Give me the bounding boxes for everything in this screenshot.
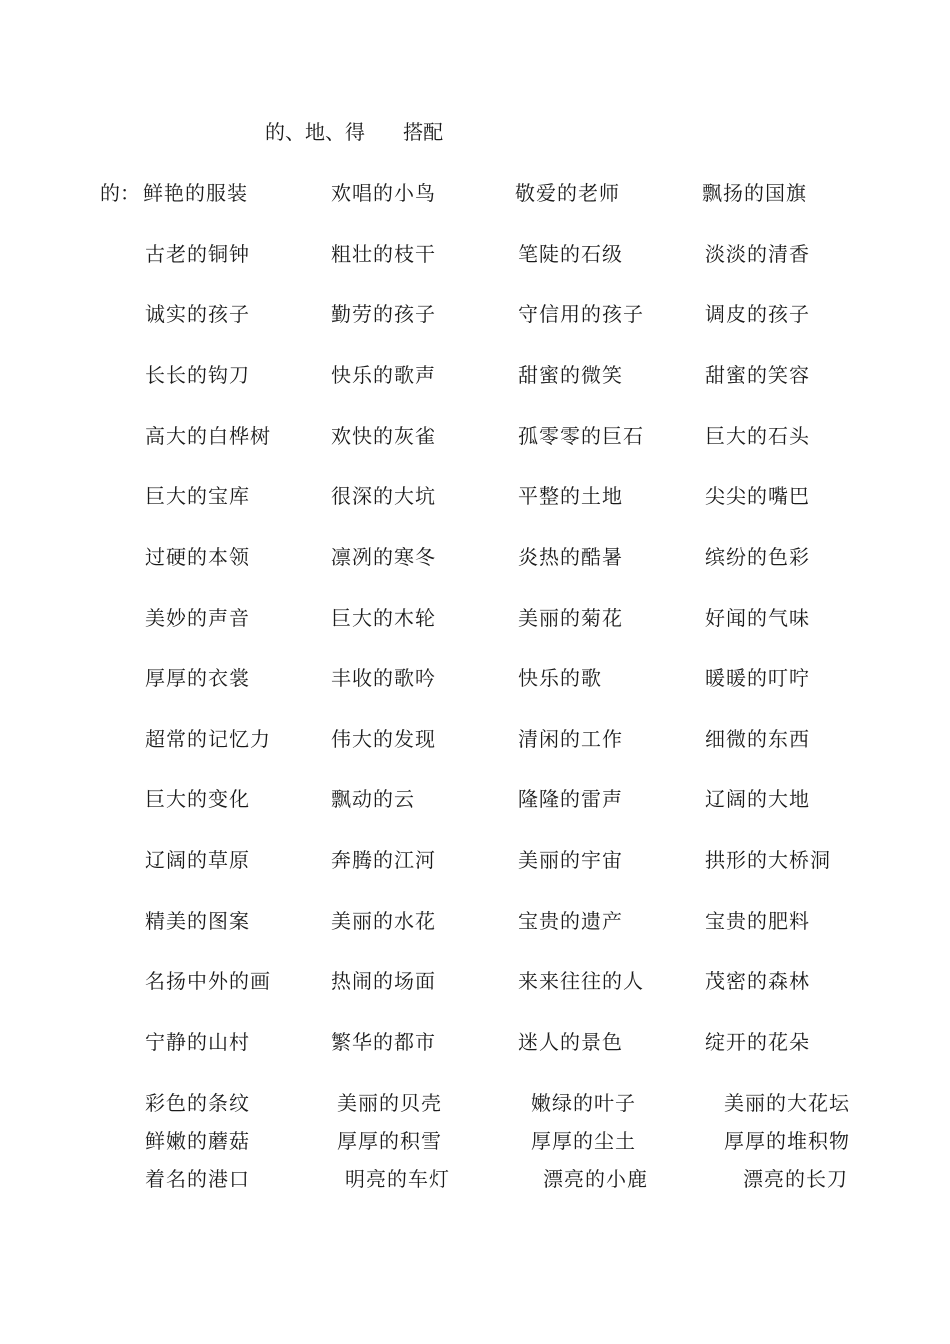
phrase-cell: 奔腾的江河 (331, 848, 436, 872)
phrase-cell: 美丽的菊花 (518, 606, 623, 630)
phrase-cell: 漂亮的长刀 (743, 1167, 848, 1191)
phrase-cell: 过硬的本领 (145, 545, 250, 569)
phrase-row (0, 665, 950, 691)
phrase-cell: 巨大的变化 (145, 787, 250, 811)
phrase-row (0, 1090, 950, 1116)
phrase-cell: 茂密的森林 (705, 969, 810, 993)
phrase-cell: 宝贵的肥料 (705, 909, 810, 933)
phrase-cell: 名扬中外的画 (145, 969, 271, 993)
phrase-cell: 超常的记忆力 (145, 727, 271, 751)
phrase-cell: 笔陡的石级 (518, 242, 623, 266)
phrase-row (0, 483, 950, 509)
section-prefix: 的： (100, 181, 140, 205)
phrase-cell: 鲜艳的服装 (143, 181, 248, 205)
phrase-cell: 缤纷的色彩 (705, 545, 810, 569)
phrase-cell: 粗壮的枝干 (331, 242, 436, 266)
phrase-cell: 巨大的木轮 (331, 606, 436, 630)
phrase-cell: 彩色的条纹 (145, 1091, 250, 1115)
phrase-cell: 勤劳的孩子 (331, 302, 436, 326)
phrase-cell: 高大的白桦树 (145, 424, 271, 448)
phrase-cell: 厚厚的衣裳 (145, 666, 250, 690)
phrase-row (0, 241, 950, 267)
phrase-cell: 辽阔的草原 (145, 848, 250, 872)
phrase-cell: 飘扬的国旗 (702, 181, 807, 205)
phrase-cell: 孤零零的巨石 (518, 424, 644, 448)
phrase-row (0, 726, 950, 752)
phrase-cell: 凛冽的寒冬 (331, 545, 436, 569)
phrase-cell: 清闲的工作 (518, 727, 623, 751)
phrase-cell: 厚厚的尘土 (531, 1129, 636, 1153)
phrase-row (0, 847, 950, 873)
phrase-cell: 美丽的宇宙 (518, 848, 623, 872)
phrase-row (0, 1128, 950, 1154)
phrase-cell: 美妙的声音 (145, 606, 250, 630)
phrase-cell: 厚厚的积雪 (337, 1129, 442, 1153)
phrase-row (0, 362, 950, 388)
phrase-cell: 甜蜜的微笑 (518, 363, 623, 387)
phrase-cell: 平整的土地 (518, 484, 623, 508)
phrase-cell: 暖暖的叮咛 (705, 666, 810, 690)
phrase-cell: 欢唱的小鸟 (331, 181, 436, 205)
phrase-cell: 细微的东西 (705, 727, 810, 751)
phrase-cell: 快乐的歌声 (331, 363, 436, 387)
phrase-row (0, 423, 950, 449)
phrase-cell: 拱形的大桥洞 (705, 848, 831, 872)
phrase-row (0, 968, 950, 994)
phrase-row (0, 544, 950, 570)
phrase-cell: 丰收的歌吟 (331, 666, 436, 690)
phrase-cell: 敬爱的老师 (515, 181, 620, 205)
phrase-row (0, 1029, 950, 1055)
phrase-row (0, 605, 950, 631)
phrase-cell: 厚厚的堆积物 (724, 1129, 850, 1153)
phrase-cell: 辽阔的大地 (705, 787, 810, 811)
phrase-cell: 鲜嫩的蘑菇 (145, 1129, 250, 1153)
phrase-cell: 巨大的宝库 (145, 484, 250, 508)
phrase-cell: 欢快的灰雀 (331, 424, 436, 448)
phrase-cell: 伟大的发现 (331, 727, 436, 751)
phrase-row (0, 301, 950, 327)
phrase-cell: 炎热的酷暑 (518, 545, 623, 569)
page-title: 的、地、得 搭配 (265, 120, 444, 144)
phrase-cell: 快乐的歌 (518, 666, 602, 690)
phrase-cell: 长长的钩刀 (145, 363, 250, 387)
phrase-cell: 繁华的都市 (331, 1030, 436, 1054)
phrase-row (0, 786, 950, 812)
phrase-cell: 着名的港口 (145, 1167, 250, 1191)
phrase-cell: 巨大的石头 (705, 424, 810, 448)
phrase-row (0, 1166, 950, 1192)
phrase-cell: 嫩绿的叶子 (531, 1091, 636, 1115)
phrase-cell: 守信用的孩子 (518, 302, 644, 326)
phrase-cell: 美丽的贝壳 (337, 1091, 442, 1115)
phrase-cell: 美丽的水花 (331, 909, 436, 933)
phrase-cell: 尖尖的嘴巴 (705, 484, 810, 508)
phrase-cell: 明亮的车灯 (345, 1167, 450, 1191)
phrase-cell: 调皮的孩子 (705, 302, 810, 326)
phrase-cell: 隆隆的雷声 (518, 787, 623, 811)
phrase-cell: 美丽的大花坛 (724, 1091, 850, 1115)
phrase-cell: 宝贵的遗产 (518, 909, 623, 933)
phrase-cell: 飘动的云 (331, 787, 415, 811)
phrase-row (0, 180, 950, 206)
phrase-cell: 绽开的花朵 (705, 1030, 810, 1054)
phrase-cell: 精美的图案 (145, 909, 250, 933)
phrase-row (0, 908, 950, 934)
phrase-cell: 迷人的景色 (518, 1030, 623, 1054)
phrase-cell: 古老的铜钟 (145, 242, 250, 266)
phrase-cell: 漂亮的小鹿 (543, 1167, 648, 1191)
phrase-cell: 来来往往的人 (518, 969, 644, 993)
phrase-cell: 淡淡的清香 (705, 242, 810, 266)
phrase-cell: 诚实的孩子 (145, 302, 250, 326)
phrase-cell: 甜蜜的笑容 (705, 363, 810, 387)
phrase-cell: 热闹的场面 (331, 969, 436, 993)
phrase-cell: 很深的大坑 (331, 484, 436, 508)
phrase-cell: 好闻的气味 (705, 606, 810, 630)
phrase-cell: 宁静的山村 (145, 1030, 250, 1054)
